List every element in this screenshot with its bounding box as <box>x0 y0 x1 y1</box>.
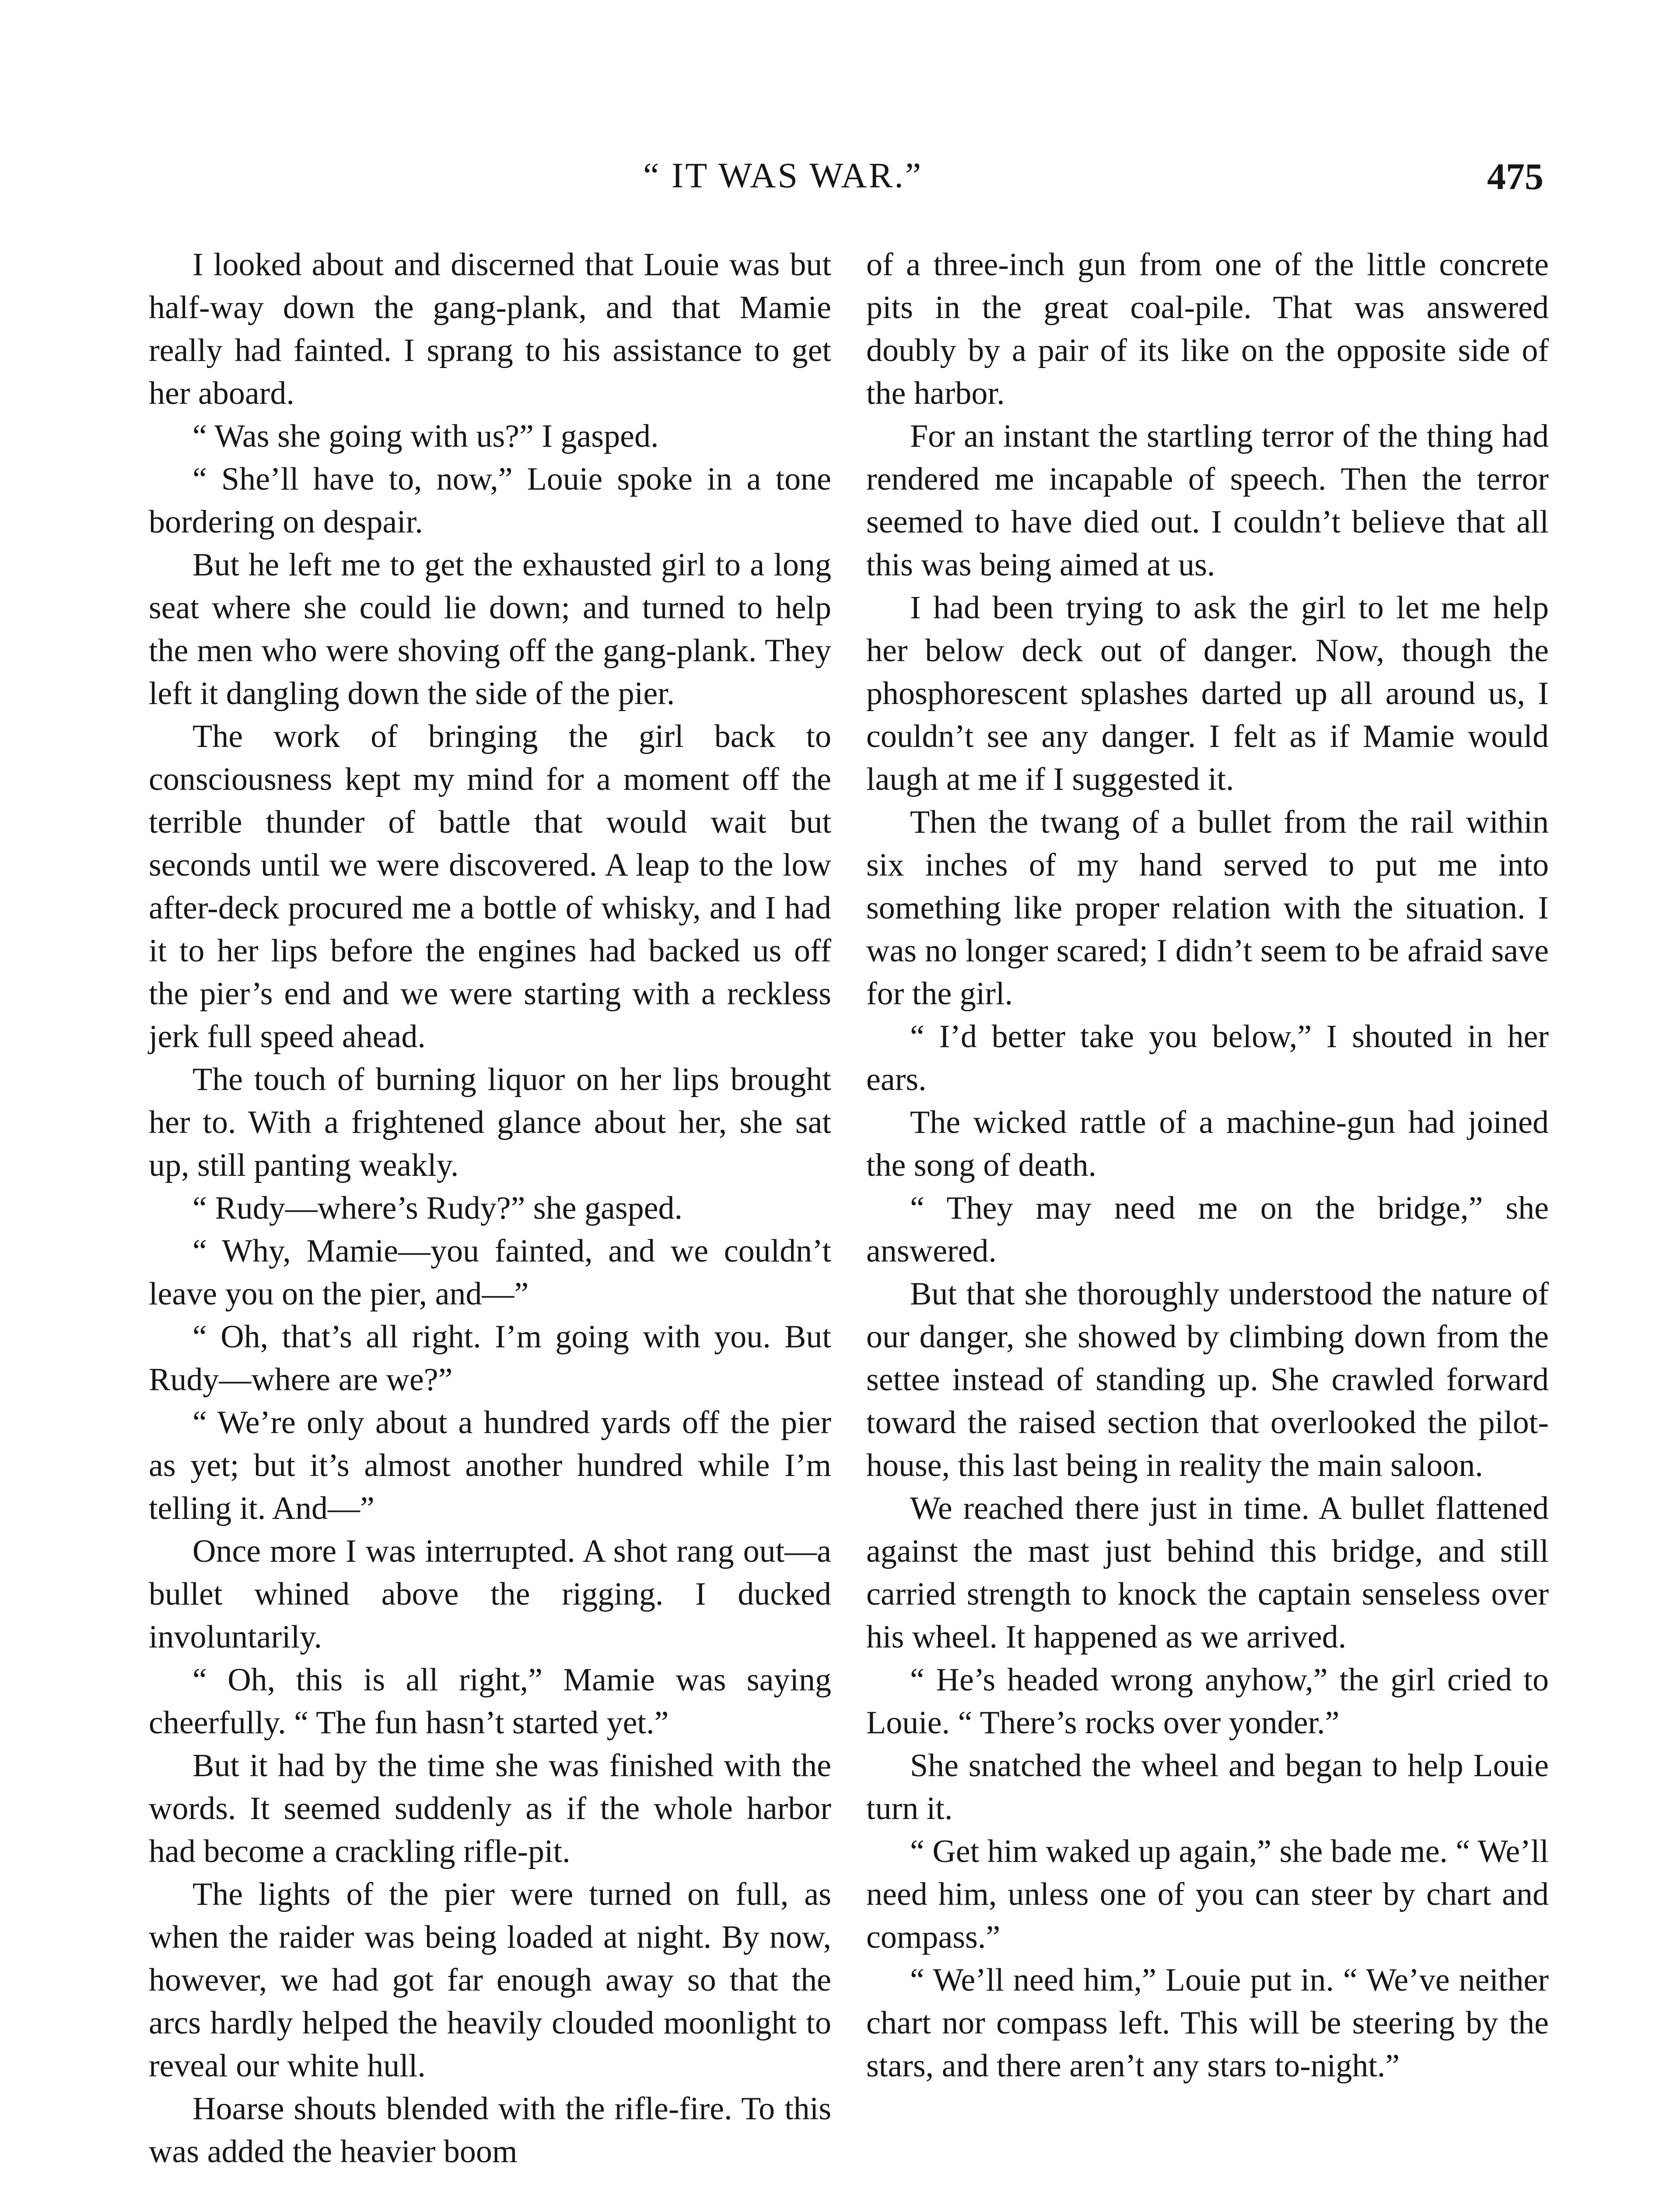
paragraph: “ We’ll need him,” Louie put in. “ We’ve neither chart nor compass left. This will be steering by the stars, and there aren’t any stars to-night.” <box>866 1962 1549 2084</box>
paragraph: “ We’re only about a hundred yards off the pier as yet; but it’s almost another hundred while I’m telling it. And—” <box>149 1405 831 1526</box>
paragraph: “ Why, Mamie—you fainted, and we couldn’t leave you on the pier, and—” <box>149 1233 831 1312</box>
paragraph: “ Get him waked up again,” she bade me. “ We’ll need him, unless one of you can steer by chart and compass.” <box>866 1834 1549 1955</box>
paragraph: “ Oh, that’s all right. I’m going with you. But Rudy—where are we?” <box>149 1319 831 1398</box>
paragraph: “ I’d better take you below,” I shouted in her ears. <box>866 1019 1549 1098</box>
right-column <box>866 243 1549 2087</box>
paragraph: The lights of the pier were turned on full, as when the raider was being loaded at night. By now, however, we had got far enough away so that the arcs hardly helped the heavily clouded moonlight to reveal our white hull. <box>149 1876 831 2084</box>
paragraph: I looked about and discerned that Louie was but half-way down the gang-plank, and that Mamie really had fainted. I sprang to his assistance to get her aboard. <box>149 247 831 411</box>
paragraph: Hoarse shouts blended with the rifle-fire. To this was added the heavier boom <box>149 2091 831 2170</box>
paragraph: “ She’ll have to, now,” Louie spoke in a tone bordering on despair. <box>149 461 831 540</box>
paragraph: I had been trying to ask the girl to let me help her below deck out of danger. Now, though the phosphorescent splashes darted up all around us, I couldn’t see any danger. I felt as if Mamie would laugh at me if I suggested it. <box>866 590 1549 797</box>
running-title: “ IT WAS WAR.” <box>643 155 923 195</box>
paragraph: Once more I was interrupted. A shot rang out—a bullet whined above the rigging. I ducked involuntarily. <box>149 1533 831 1655</box>
paragraph: “ Was she going with us?” I gasped. <box>192 418 659 454</box>
paragraph: Then the twang of a bullet from the rail within six inches of my hand served to put me into something like proper relation with the situation. I was no longer scared; I didn’t seem to be afraid save for the girl. <box>866 804 1549 1012</box>
paragraph: We reached there just in time. A bullet flattened against the mast just behind this bridge, and still carried strength to knock the captain senseless over his wheel. It happened as we arrived. <box>866 1490 1549 1655</box>
paragraph: The work of bringing the girl back to consciousness kept my mind for a moment off the terrible thunder of battle that would wait but seconds until we were discovered. A leap to the low after-deck procured me a bottle of whisky, and I had it to her lips before the engines had backed us off the pier’s end and we were starting with a reckless jerk full speed ahead. <box>149 719 831 1055</box>
paragraph: She snatched the wheel and began to help Louie turn it. <box>866 1748 1549 1827</box>
paragraph: “ Oh, this is all right,” Mamie was saying cheerfully. “ The fun hasn’t started yet.” <box>149 1662 831 1741</box>
paragraph: But he left me to get the exhausted girl to a long seat where she could lie down; and turned to help the men who were shoving off the gang-plank. They left it dangling down the side of the pier. <box>149 547 831 712</box>
paragraph: But it had by the time she was finished with the words. It seemed suddenly as if the whole harbor had become a crackling rifle-pit. <box>149 1748 831 1869</box>
paragraph: “ They may need me on the bridge,” she answered. <box>866 1190 1549 1269</box>
paragraph: For an instant the startling terror of the thing had rendered me incapable of speech. Then the terror seemed to have died out. I couldn’t believe that all this was being aimed at us. <box>866 418 1549 583</box>
paragraph: The wicked rattle of a machine-gun had joined the song of death. <box>866 1105 1549 1183</box>
paragraph: The touch of burning liquor on her lips brought her to. With a frightened glance about her, she sat up, still panting weakly. <box>149 1062 831 1183</box>
paragraph-continuation: of a three-inch gun from one of the little concrete pits in the great coal-pile. That was answered doubly by a pair of its like on the opposite side of the harbor. <box>866 247 1549 411</box>
page-number: 475 <box>1487 155 1544 197</box>
paragraph: But that she thoroughly understood the nature of our danger, she showed by climbing down from the settee instead of standing up. She crawled forward toward the raised section that overlooked the pilot-house, this last being in reality the main saloon. <box>866 1276 1549 1483</box>
left-column <box>149 243 831 2173</box>
paragraph: “ Rudy—where’s Rudy?” she gasped. <box>192 1190 683 1226</box>
paragraph: “ He’s headed wrong anyhow,” the girl cried to Louie. “ There’s rocks over yonder.” <box>866 1662 1549 1741</box>
